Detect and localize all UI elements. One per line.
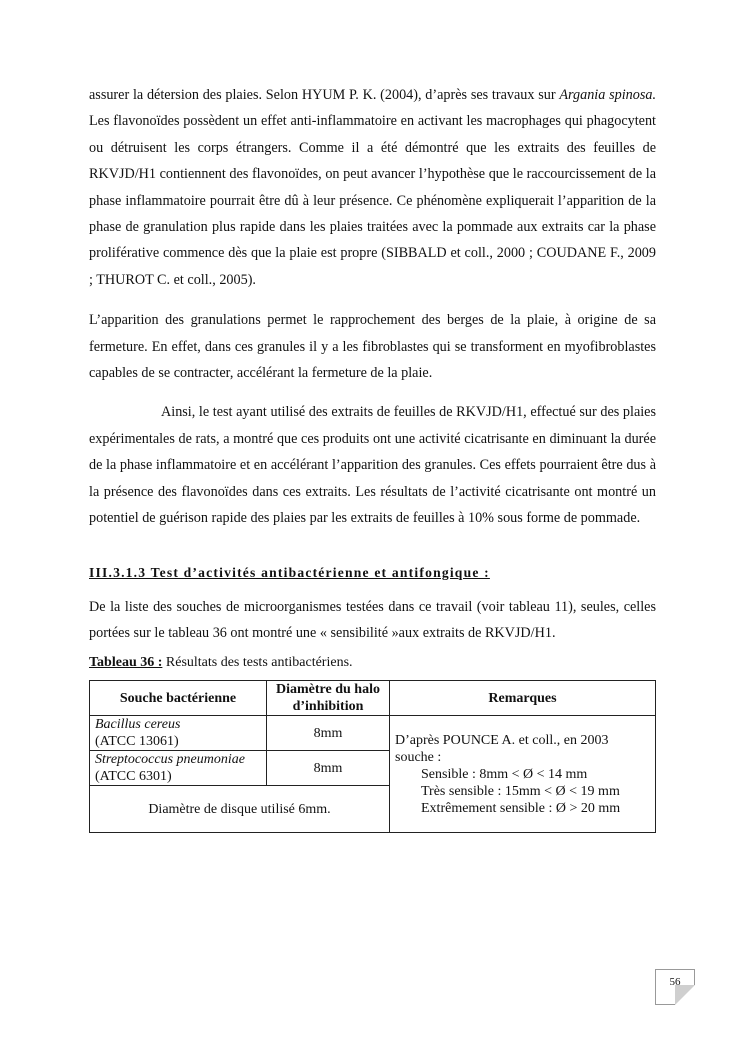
document-page xyxy=(89,82,656,833)
header-strain: Souche bactérienne xyxy=(90,681,267,716)
header-diameter: Diamètre du halo d’inhibition xyxy=(267,681,390,716)
species-name-italic: Argania spinosa. xyxy=(559,87,656,103)
remarks-label: souche : xyxy=(395,749,442,765)
remarks-cell xyxy=(390,716,656,833)
strain-cell xyxy=(90,751,267,786)
strain-code: (ATCC 13061) xyxy=(95,734,179,750)
diameter-cell: 8mm xyxy=(267,716,390,751)
strain-species: Bacillus cereus xyxy=(95,717,181,733)
paragraph-text: assurer la détersion des plaies. Selon HYUM P. K. (2004), d’après ses travaux sur xyxy=(89,87,560,103)
page-number-box xyxy=(655,969,695,1005)
table-caption-text: Résultats des tests antibactériens. xyxy=(162,655,353,671)
page-fold-corner xyxy=(675,985,695,1005)
paragraph-wound-cleansing xyxy=(89,82,656,293)
table-caption-label: Tableau 36 : xyxy=(89,655,163,671)
header-remarks: Remarques xyxy=(390,681,656,716)
remarks-source: D’après POUNCE A. et coll., en 2003 xyxy=(395,732,609,748)
remarks-sensitive: Sensible : 8mm < Ø < 14 mm xyxy=(421,766,588,782)
remarks-extremely-sensitive: Extrêmement sensible : Ø > 20 mm xyxy=(421,800,621,816)
paragraph-granulation: L’apparition des granulations permet le rapprochement des berges de la plaie, à origine de sa fermeture. En effet, dans ces granules il y a les fibroblastes qui se transforment en myofibroblastes capables de se contracter, accélérant la fermeture de la plaie. xyxy=(89,312,656,382)
section-heading: III.3.1.3 Test d’activités antibactérienne et antifongique : xyxy=(89,564,490,580)
paragraph-strains-intro: De la liste des souches de microorganismes testées dans ce travail (voir tableau 11), seules, celles portées sur le tableau 36 ont montré une « sensibilité »aux extraits de RKVJD/H1. xyxy=(89,598,656,641)
page-number: 56 xyxy=(669,976,681,988)
strain-cell xyxy=(90,716,267,751)
results-table xyxy=(89,680,656,833)
strain-code: (ATCC 6301) xyxy=(95,769,172,785)
table-caption xyxy=(89,654,656,672)
strain-species: Streptococcus pneumoniae xyxy=(95,752,245,768)
diameter-cell: 8mm xyxy=(267,751,390,786)
paragraph-healing-conclusion: Ainsi, le test ayant utilisé des extraits de feuilles de RKVJD/H1, effectué sur des plaies expérimentales de rats, a montré que ces produits ont une activité cicatrisante en diminuant la durée de la phase inflammatoire et en accélérant l’apparition des granules. Ces effets pourraient être dus à la présence des flavonoïdes dans ces extraits. Les résultats de l’activité cicatrisante ont montré un potentiel de guérison rapide des plaies par les extraits de feuilles à 10% sous forme de pommade. xyxy=(89,404,656,527)
remarks-very-sensitive: Très sensible : 15mm < Ø < 19 mm xyxy=(421,783,620,799)
disc-diameter-note: Diamètre de disque utilisé 6mm. xyxy=(90,786,390,833)
table-row xyxy=(90,716,656,751)
paragraph-text: Les flavonoïdes possèdent un effet anti-inflammatoire en activant les macrophages qui phagocytent ou détruisent les corps étrangers. Comme il a été démontré que les extraits des feuilles de RKVJD/H1 contiennent des flavonoïdes, on peut avancer l’hypothèse que le raccourcissement de la phase inflammatoire pourrait être dû à leur présence. Ce phénomène expliquerait l’apparition de la phase de granulation plus rapide dans les plaies traitées avec la pommade aux extraits car la phase proliférative commence dès que la plaie est propre (SIBBALD et coll., 2000 ; COUDANE F., 2009 ; THUROT C. et coll., 2005). xyxy=(89,113,656,288)
table-header-row xyxy=(90,681,656,716)
